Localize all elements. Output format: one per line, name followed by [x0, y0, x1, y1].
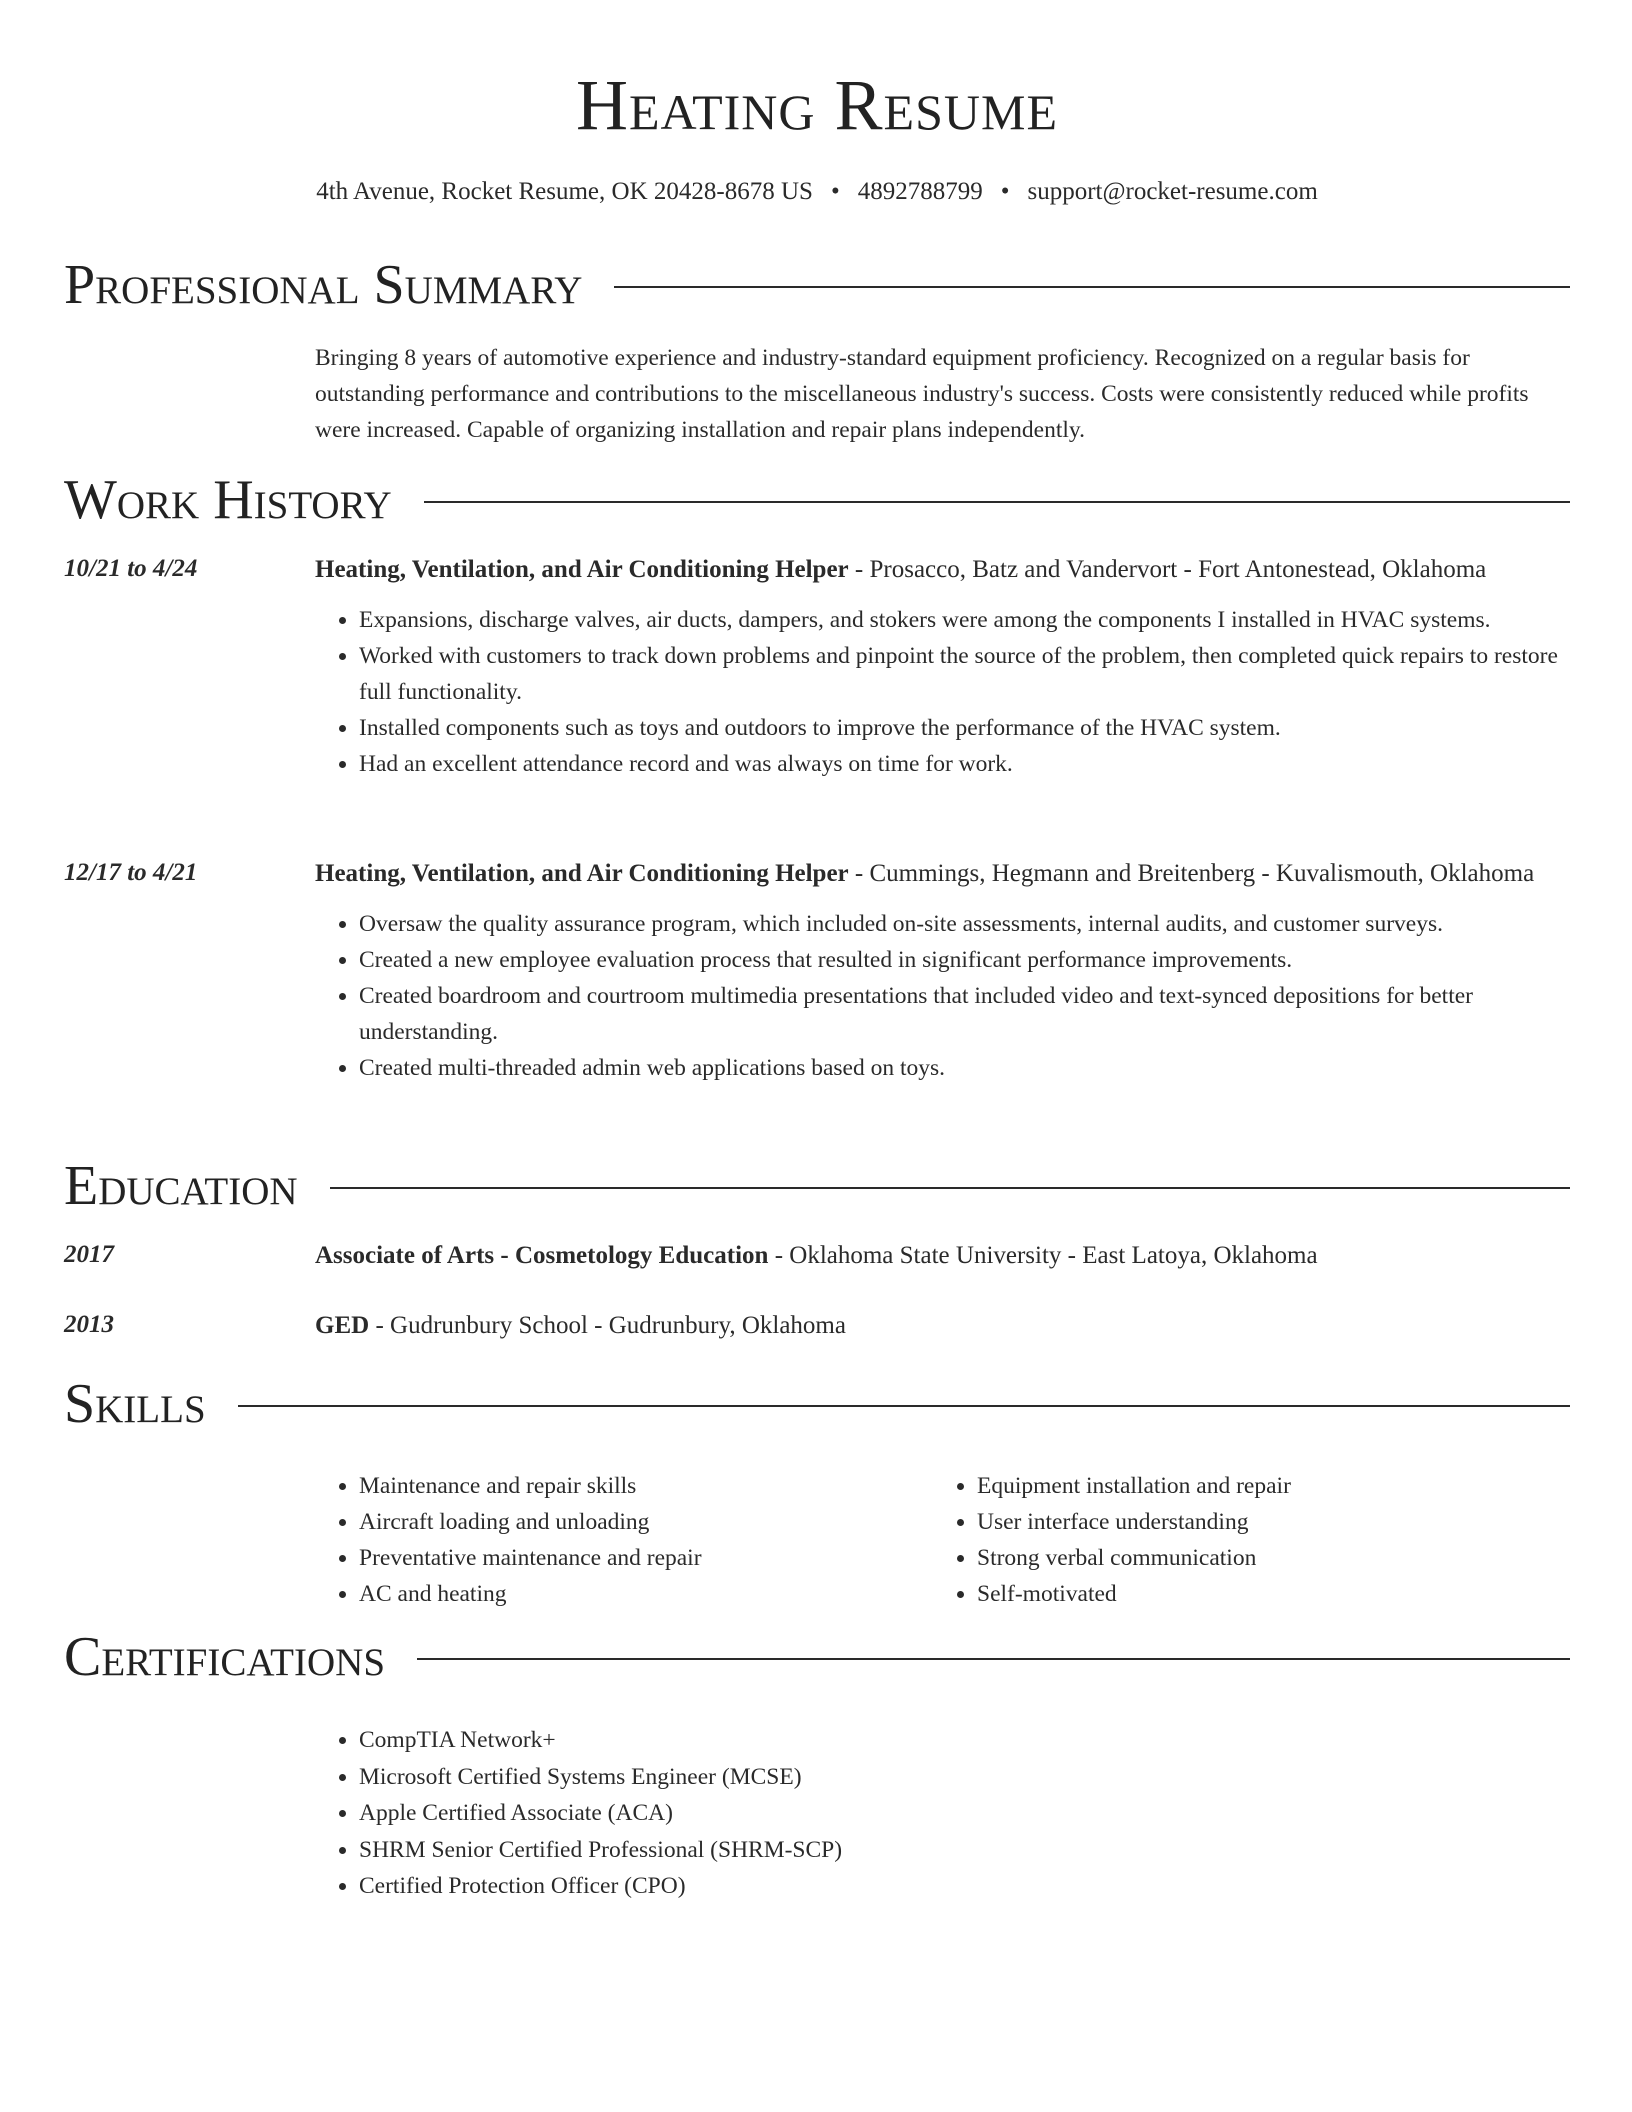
- list-item: • Self-motivated: [977, 1576, 1551, 1612]
- section-title-skills: [64, 1371, 1570, 1437]
- skills-column-right: [933, 1468, 1551, 1612]
- job-dates: 10/21 to 4/24: [64, 555, 198, 582]
- contact-line: [64, 175, 1570, 209]
- list-item: • Expansions, discharge valves, air ducts, dampers, and stokers were among the components I installed in HVAC systems.: [359, 602, 1569, 638]
- section-title-text: Work History: [64, 469, 392, 531]
- section-title-text: Professional Summary: [64, 254, 583, 316]
- job-content: [315, 854, 1569, 1086]
- section-divider: [330, 1187, 1570, 1189]
- section-title-work-history: [64, 467, 1570, 533]
- list-item: • Had an excellent attendance record and was always on time for work.: [359, 746, 1569, 782]
- education-degree: Associate of Arts - Cosmetology Education: [315, 1242, 769, 1269]
- list-item: • User interface understanding: [977, 1504, 1551, 1540]
- education-year: 2013: [64, 1311, 114, 1338]
- job-dates: 12/17 to 4/21: [64, 859, 198, 886]
- certifications-list: [315, 1722, 1569, 1905]
- list-item: • Created multi-threaded admin web applications based on toys.: [359, 1050, 1569, 1086]
- section-divider: [614, 286, 1570, 288]
- skills-list: [315, 1468, 1569, 1612]
- section-divider: [417, 1658, 1570, 1660]
- list-item: • Aircraft loading and unloading: [359, 1504, 933, 1540]
- job-bullets: [315, 602, 1569, 782]
- job-heading: [315, 550, 1569, 589]
- list-item: • Certified Protection Officer (CPO): [359, 1868, 1569, 1905]
- section-divider: [238, 1405, 1570, 1407]
- list-item: • CompTIA Network+: [359, 1722, 1569, 1759]
- certifications-items: [315, 1722, 1569, 1905]
- job-bullets: [315, 906, 1569, 1086]
- contact-separator: •: [830, 178, 840, 205]
- list-item: • Created a new employee evaluation process that resulted in significant performance improvements.: [359, 942, 1569, 978]
- education-heading: [315, 1236, 1569, 1275]
- contact-phone: 4892788799: [857, 178, 983, 205]
- summary-text: Bringing 8 years of automotive experience and industry-standard equipment proficiency. Recognized on a regular basis for outstanding performance and contributions to the miscellaneous industry's success. Costs were consistently reduced while profits were increased. Capable of organizing installation and repair plans independently.: [315, 345, 1529, 443]
- list-item: • Equipment installation and repair: [977, 1468, 1551, 1504]
- list-item: • Worked with customers to track down problems and pinpoint the source of the problem, then completed quick repairs to restore full functionality.: [359, 638, 1569, 710]
- resume-name: Heating Resume: [576, 65, 1058, 145]
- education-heading: [315, 1306, 1569, 1345]
- contact-email: support@rocket-resume.com: [1027, 178, 1318, 205]
- list-item: • Created boardroom and courtroom multimedia presentations that included video and text-synced depositions for better understanding.: [359, 978, 1569, 1050]
- job-heading: [315, 854, 1569, 893]
- list-item: • Preventative maintenance and repair: [359, 1540, 933, 1576]
- job-content: [315, 550, 1569, 782]
- list-item: • Maintenance and repair skills: [359, 1468, 933, 1504]
- section-title-text: Skills: [64, 1373, 206, 1435]
- education-content: [315, 1306, 1569, 1345]
- section-title-text: Education: [64, 1155, 298, 1217]
- education-school: - Gudrunbury School - Gudrunbury, Oklahoma: [369, 1312, 846, 1339]
- education-degree: GED: [315, 1312, 370, 1339]
- education-content: [315, 1236, 1569, 1275]
- list-item: • AC and heating: [359, 1576, 933, 1612]
- contact-separator: •: [1000, 178, 1010, 205]
- section-title-education: [64, 1153, 1570, 1219]
- list-item: • Strong verbal communication: [977, 1540, 1551, 1576]
- skills-column-left: [315, 1468, 933, 1612]
- list-item: • Microsoft Certified Systems Engineer (MCSE): [359, 1759, 1569, 1796]
- section-title-certifications: [64, 1624, 1570, 1690]
- section-title-text: Certifications: [64, 1626, 386, 1688]
- list-item: • SHRM Senior Certified Professional (SHRM-SCP): [359, 1832, 1569, 1869]
- job-title: Heating, Ventilation, and Air Conditioning Helper: [315, 860, 849, 887]
- education-year: 2017: [64, 1241, 114, 1268]
- contact-address: 4th Avenue, Rocket Resume, OK 20428-8678 US: [316, 178, 813, 205]
- section-divider: [424, 501, 1570, 503]
- education-school: - Oklahoma State University - East Latoya, Oklahoma: [768, 1242, 1318, 1269]
- job-employer: - Prosacco, Batz and Vandervort - Fort Antonestead, Oklahoma: [848, 556, 1487, 583]
- job-employer: - Cummings, Hegmann and Breitenberg - Kuvalismouth, Oklahoma: [848, 860, 1535, 887]
- list-item: • Installed components such as toys and outdoors to improve the performance of the HVAC system.: [359, 710, 1569, 746]
- list-item: • Oversaw the quality assurance program, which included on-site assessments, internal audits, and customer surveys.: [359, 906, 1569, 942]
- job-title: Heating, Ventilation, and Air Conditioning Helper: [315, 556, 849, 583]
- list-item: • Apple Certified Associate (ACA): [359, 1795, 1569, 1832]
- section-title-summary: [64, 252, 1570, 318]
